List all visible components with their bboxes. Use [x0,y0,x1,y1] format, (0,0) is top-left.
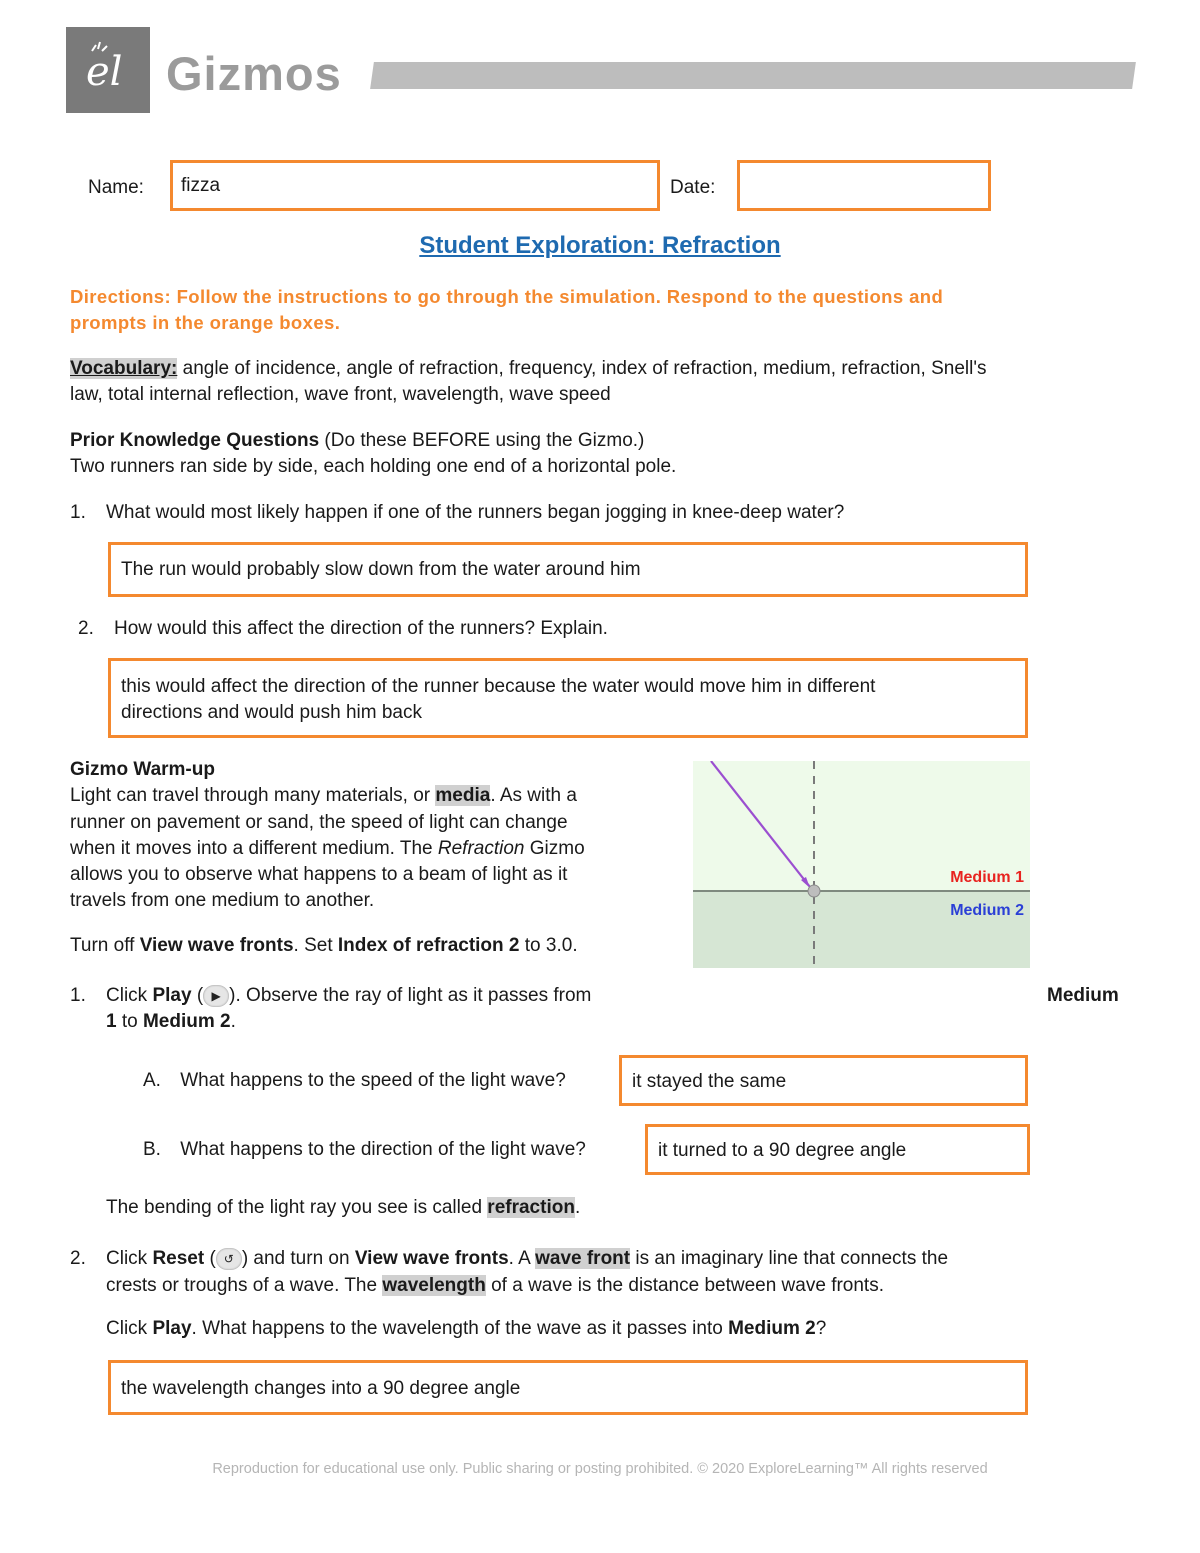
question-b [143,1139,586,1161]
answer-box-step-2[interactable] [108,1360,1028,1415]
term-wave-front: wave front [535,1248,631,1269]
term-wavelength: wavelength [382,1274,486,1296]
header-bar [370,62,1136,89]
answer-text: The run would probably slow down from the water around him [121,559,641,580]
step-1-line-2 [106,1011,236,1033]
question-text: What happens to the direction of the light wave? [180,1139,586,1160]
step-text: Click [106,985,153,1007]
term-refraction: refraction [487,1197,575,1218]
answer-box-2[interactable] [108,658,1028,738]
step-number: 2. [70,1248,86,1269]
step-text: . [230,1011,236,1032]
step-text: Click [106,1248,153,1269]
step-text: ( [204,1248,216,1269]
incidence-point [808,885,820,897]
step-text: crests or troughs of a wave. The [106,1274,383,1296]
step-text: . A [508,1248,536,1269]
step-2-question [106,1318,826,1340]
medium-word: Medium [1047,985,1119,1006]
question-text: What would most likely happen if one of the runners began jogging in knee-deep water? [106,502,845,523]
gizmos-logo-mark [66,27,150,113]
control-name: Reset [152,1248,205,1269]
control-name: View wave fronts [139,935,294,956]
definition-text: . [574,1197,581,1218]
footer-copyright: Reproduction for educational use only. Public sharing or posting prohibited. © 2020 ExploreLearning™ All rights reserved [212,1461,988,1477]
question-label: A. [143,1070,161,1091]
term-media: media [435,785,491,807]
question-number: 2. [78,618,94,639]
answer-line-2: directions and would push him back [121,702,423,723]
question-number: 1. [70,502,86,523]
step-text: ( [191,985,204,1007]
vocabulary [70,356,1130,408]
refraction-diagram [693,761,1030,968]
play-icon: ▶ [203,985,229,1007]
answer-box-b[interactable] [645,1124,1030,1175]
page-title: Student Exploration: Refraction [419,232,781,259]
medium-2-label: Medium 2 [950,902,1024,919]
question-a [143,1070,566,1092]
question-label: B. [143,1139,161,1160]
warmup-text: travels from one medium to another. [70,890,375,912]
warmup-text: Gizmo [524,837,585,859]
date-field[interactable] [737,160,991,211]
warmup-text: when it moves into a different medium. The [70,837,438,859]
warmup-text: allows you to observe what happens to a beam of light as it [70,864,568,886]
answer-text: it turned to a 90 degree angle [658,1140,907,1161]
directions [70,284,1130,336]
answer-box-1[interactable] [108,542,1028,597]
step-1-text [106,985,591,1007]
reset-icon: ↺ [216,1248,242,1270]
question-text: What happens to the speed of the light wave? [180,1070,566,1091]
vocabulary-label: Vocabulary: [70,358,178,379]
vocabulary-line-1: angle of incidence, angle of refraction, frequency, index of refraction, medium, refraction, Snell's [177,358,987,379]
vocabulary-line-2: law, total internal reflection, wave front, wavelength, wave speed [70,384,611,405]
turn-off-instruction [70,935,578,957]
question-text: . What happens to the wavelength of the wave as it passes into [191,1318,729,1339]
prior-heading-note: (Do these BEFORE using the Gizmo.) [319,430,645,451]
warmup-heading: Gizmo Warm-up [70,759,215,780]
prior-heading: Prior Knowledge Questions [70,430,320,451]
question-text: Click [106,1318,153,1339]
name-field[interactable] [170,160,660,211]
step-text: is an imaginary line that connects the [630,1248,949,1269]
answer-box-a[interactable] [619,1055,1028,1106]
warmup-section [70,757,670,915]
medium-name: Medium 2 [142,1011,231,1032]
warmup-text: runner on pavement or sand, the speed of light can change [70,811,568,833]
medium-number: 1 [106,1011,117,1032]
instruction-text: Turn off [70,935,140,956]
medium-1-label: Medium 1 [950,869,1024,886]
step-text: ). Observe the ray of light as it passes from [229,985,592,1007]
control-name: Play [152,985,192,1007]
instruction-text: to 3.0. [519,935,578,956]
date-label: Date: [670,177,716,198]
step-text: of a wave is the distance between wave fronts. [485,1274,884,1296]
prior-knowledge [70,428,1130,480]
definition-text: The bending of the light ray you see is called [106,1197,488,1218]
prior-intro: Two runners ran side by side, each holding one end of a horizontal pole. [70,456,677,477]
control-name: Play [152,1318,192,1339]
answer-text: the wavelength changes into a 90 degree angle [121,1378,521,1399]
step-number: 1. [70,985,86,1006]
name-label: Name: [88,177,144,198]
answer-line-1: this would affect the direction of the runner because the water would move him in different [121,676,876,697]
question-text: How would this affect the direction of the runners? Explain. [114,618,608,639]
warmup-text: Light can travel through many materials, or [70,785,436,807]
warmup-text: . As with a [490,785,577,807]
refraction-definition [106,1197,580,1219]
control-name: View wave fronts [354,1248,509,1269]
medium-name: Medium 2 [728,1318,816,1339]
step-text: to [116,1011,143,1032]
svg-text:el: el [86,49,123,95]
control-name: Index of refraction 2 [337,935,520,956]
answer-text: it stayed the same [632,1071,787,1092]
step-text: ) and turn on [241,1248,355,1269]
question-text: ? [815,1318,827,1339]
brand-name: Gizmos [166,47,342,100]
el-logo-icon [66,27,150,113]
instruction-text: . Set [293,935,338,956]
name-value: fizza [181,175,221,196]
directions-line-1: Directions: Follow the instructions to go through the simulation. Respond to the questions and [70,286,944,307]
directions-line-2: prompts in the orange boxes. [70,312,341,333]
refraction-figure [693,761,1030,968]
gizmo-name: Refraction [437,837,525,859]
